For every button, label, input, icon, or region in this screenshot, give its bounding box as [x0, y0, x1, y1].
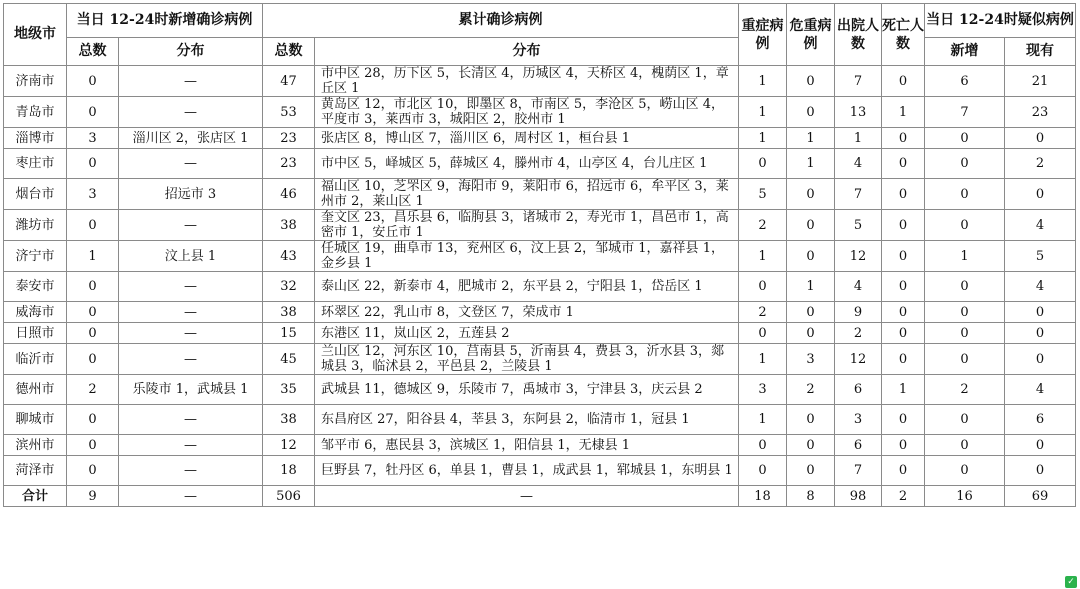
critical-cell: 0	[787, 66, 835, 97]
discharged-cell: 6	[835, 375, 882, 405]
suspect-new-cell: 0	[925, 210, 1005, 241]
critical-cell: 0	[787, 302, 835, 323]
severe-cell: 3	[739, 375, 787, 405]
new-dist-cell: 淄川区 2，张店区 1	[119, 128, 263, 149]
discharged-cell: 2	[835, 323, 882, 344]
discharged-cell: 9	[835, 302, 882, 323]
severe-cell: 0	[739, 435, 787, 456]
deaths-cell: 0	[882, 456, 925, 486]
suspect-current-cell: 0	[1005, 456, 1076, 486]
header-new-group: 当日 12-24时新增确诊病例	[67, 4, 263, 38]
new-total-cell: 0	[67, 66, 119, 97]
cum-total-cell: 45	[263, 344, 315, 375]
critical-cell: 0	[787, 210, 835, 241]
cum-dist-cell: 黄岛区 12，市北区 10，即墨区 8，市南区 5，李沧区 5，崂山区 4，平度市 3，莱西市 3，城阳区 2，胶州市 1	[315, 97, 739, 128]
new-total-cell: 0	[67, 149, 119, 179]
deaths-cell: 1	[882, 375, 925, 405]
severe-cell: 0	[739, 149, 787, 179]
cum-dist-cell: 奎文区 23，昌乐县 6，临朐县 3，诸城市 2，寿光市 1，昌邑市 1，高密市 1，安丘市 1	[315, 210, 739, 241]
cum-dist-cell: 市中区 5，峄城区 5，薛城区 4，滕州市 4，山亭区 4，台儿庄区 1	[315, 149, 739, 179]
severe-cell: 0	[739, 323, 787, 344]
new-total-cell: 3	[67, 179, 119, 210]
cum-total-cell: 47	[263, 66, 315, 97]
new-dist-cell: —	[119, 302, 263, 323]
critical-cell: 1	[787, 149, 835, 179]
suspect-new-cell: 0	[925, 149, 1005, 179]
suspect-current-cell: 0	[1005, 128, 1076, 149]
deaths-cell: 1	[882, 97, 925, 128]
suspect-current-cell: 4	[1005, 272, 1076, 302]
severe-cell: 2	[739, 302, 787, 323]
suspect-new-cell: 0	[925, 128, 1005, 149]
new-dist-cell: —	[119, 435, 263, 456]
cum-dist-cell: 东港区 11，岚山区 2，五莲县 2	[315, 323, 739, 344]
discharged-cell: 12	[835, 241, 882, 272]
header-cum-dist: 分布	[315, 38, 739, 66]
city-cell: 临沂市	[4, 344, 67, 375]
suspect-current-cell: 0	[1005, 179, 1076, 210]
new-total-cell: 3	[67, 128, 119, 149]
cum-dist-cell: 市中区 28，历下区 5，长清区 4，历城区 4，天桥区 4，槐荫区 1，章丘区 1	[315, 66, 739, 97]
suspect-new-cell: 7	[925, 97, 1005, 128]
cum-total-cell: 32	[263, 272, 315, 302]
header-suspect-current: 现有	[1005, 38, 1076, 66]
discharged-cell: 12	[835, 344, 882, 375]
critical-cell: 0	[787, 179, 835, 210]
severe-cell: 2	[739, 210, 787, 241]
critical-cell: 0	[787, 435, 835, 456]
deaths-cell: 0	[882, 241, 925, 272]
cum-total-cell: 38	[263, 302, 315, 323]
suspect-current-cell: 21	[1005, 66, 1076, 97]
total-cum-dist-cell: —	[315, 486, 739, 507]
city-cell: 烟台市	[4, 179, 67, 210]
deaths-cell: 0	[882, 344, 925, 375]
deaths-cell: 0	[882, 66, 925, 97]
header-suspect-new: 新增	[925, 38, 1005, 66]
table-row	[4, 149, 1076, 179]
suspect-current-cell: 0	[1005, 435, 1076, 456]
critical-cell: 3	[787, 344, 835, 375]
total-discharged-cell: 98	[835, 486, 882, 507]
table-row	[4, 405, 1076, 435]
deaths-cell: 0	[882, 405, 925, 435]
cum-total-cell: 38	[263, 405, 315, 435]
critical-cell: 0	[787, 241, 835, 272]
discharged-cell: 4	[835, 149, 882, 179]
new-total-cell: 0	[67, 456, 119, 486]
city-cell: 潍坊市	[4, 210, 67, 241]
new-dist-cell: —	[119, 405, 263, 435]
severe-cell: 1	[739, 405, 787, 435]
new-dist-cell: —	[119, 456, 263, 486]
suspect-current-cell: 6	[1005, 405, 1076, 435]
critical-cell: 0	[787, 97, 835, 128]
new-total-cell: 0	[67, 302, 119, 323]
cum-dist-cell: 任城区 19，曲阜市 13，兖州区 6，汶上县 2，邹城市 1，嘉祥县 1，金乡县 1	[315, 241, 739, 272]
city-cell: 青岛市	[4, 97, 67, 128]
cum-total-cell: 23	[263, 128, 315, 149]
cum-total-cell: 46	[263, 179, 315, 210]
table-row	[4, 97, 1076, 128]
table-row	[4, 66, 1076, 97]
city-cell: 德州市	[4, 375, 67, 405]
severe-cell: 1	[739, 241, 787, 272]
new-dist-cell: —	[119, 149, 263, 179]
city-cell: 泰安市	[4, 272, 67, 302]
total-row	[4, 486, 1076, 507]
suspect-new-cell: 0	[925, 272, 1005, 302]
cum-dist-cell: 泰山区 22，新泰市 4，肥城市 2，东平县 2，宁阳县 1，岱岳区 1	[315, 272, 739, 302]
discharged-cell: 3	[835, 405, 882, 435]
suspect-new-cell: 6	[925, 66, 1005, 97]
cum-dist-cell: 福山区 10，芝罘区 9，海阳市 9，莱阳市 6，招远市 6，牟平区 3，莱州市 2，莱山区 1	[315, 179, 739, 210]
severe-cell: 1	[739, 344, 787, 375]
table-body	[4, 66, 1076, 507]
severe-cell: 0	[739, 456, 787, 486]
table-row	[4, 435, 1076, 456]
table-row	[4, 456, 1076, 486]
new-dist-cell: —	[119, 97, 263, 128]
table-row	[4, 241, 1076, 272]
new-total-cell: 0	[67, 272, 119, 302]
cum-dist-cell: 环翠区 22，乳山市 8，文登区 7，荣成市 1	[315, 302, 739, 323]
critical-cell: 0	[787, 405, 835, 435]
discharged-cell: 7	[835, 456, 882, 486]
suspect-current-cell: 23	[1005, 97, 1076, 128]
new-total-cell: 0	[67, 344, 119, 375]
cum-dist-cell: 张店区 8，博山区 7，淄川区 6，周村区 1，桓台县 1	[315, 128, 739, 149]
city-cell: 淄博市	[4, 128, 67, 149]
total-deaths-cell: 2	[882, 486, 925, 507]
suspect-new-cell: 0	[925, 435, 1005, 456]
new-total-cell: 0	[67, 210, 119, 241]
cum-total-cell: 15	[263, 323, 315, 344]
suspect-new-cell: 0	[925, 405, 1005, 435]
critical-cell: 2	[787, 375, 835, 405]
cum-total-cell: 35	[263, 375, 315, 405]
critical-cell: 0	[787, 323, 835, 344]
total-severe-cell: 18	[739, 486, 787, 507]
discharged-cell: 1	[835, 128, 882, 149]
city-cell: 枣庄市	[4, 149, 67, 179]
header-severe: 重症病例	[739, 4, 787, 66]
new-total-cell: 0	[67, 435, 119, 456]
suspect-new-cell: 1	[925, 241, 1005, 272]
city-cell: 滨州市	[4, 435, 67, 456]
header-deaths: 死亡人数	[882, 4, 925, 66]
new-total-cell: 0	[67, 405, 119, 435]
deaths-cell: 0	[882, 210, 925, 241]
suspect-new-cell: 0	[925, 302, 1005, 323]
new-dist-cell: 汶上县 1	[119, 241, 263, 272]
discharged-cell: 6	[835, 435, 882, 456]
new-total-cell: 0	[67, 97, 119, 128]
table-row	[4, 302, 1076, 323]
severe-cell: 5	[739, 179, 787, 210]
new-dist-cell: —	[119, 66, 263, 97]
new-dist-cell: —	[119, 323, 263, 344]
covid-case-table	[3, 3, 1076, 507]
deaths-cell: 0	[882, 179, 925, 210]
table-row	[4, 210, 1076, 241]
discharged-cell: 7	[835, 66, 882, 97]
cum-total-cell: 23	[263, 149, 315, 179]
severe-cell: 1	[739, 97, 787, 128]
total-city-cell: 合计	[4, 486, 67, 507]
header-new-total: 总数	[67, 38, 119, 66]
city-cell: 济宁市	[4, 241, 67, 272]
cum-total-cell: 18	[263, 456, 315, 486]
header-suspect-group: 当日 12-24时疑似病例	[925, 4, 1076, 38]
cum-dist-cell: 东昌府区 27，阳谷县 4，莘县 3，东阿县 2，临清市 1，冠县 1	[315, 405, 739, 435]
new-dist-cell: —	[119, 272, 263, 302]
discharged-cell: 5	[835, 210, 882, 241]
header-new-dist: 分布	[119, 38, 263, 66]
critical-cell: 1	[787, 272, 835, 302]
header-cum-total: 总数	[263, 38, 315, 66]
cum-total-cell: 43	[263, 241, 315, 272]
cum-total-cell: 38	[263, 210, 315, 241]
suspect-new-cell: 0	[925, 344, 1005, 375]
suspect-current-cell: 4	[1005, 375, 1076, 405]
city-cell: 济南市	[4, 66, 67, 97]
severe-cell: 1	[739, 66, 787, 97]
suspect-new-cell: 0	[925, 456, 1005, 486]
severe-cell: 1	[739, 128, 787, 149]
table-row	[4, 323, 1076, 344]
suspect-current-cell: 0	[1005, 302, 1076, 323]
critical-cell: 1	[787, 128, 835, 149]
suspect-new-cell: 0	[925, 179, 1005, 210]
suspect-current-cell: 2	[1005, 149, 1076, 179]
deaths-cell: 0	[882, 149, 925, 179]
new-total-cell: 2	[67, 375, 119, 405]
new-dist-cell: —	[119, 344, 263, 375]
cum-dist-cell: 巨野县 7，牡丹区 6，单县 1，曹县 1，成武县 1，郓城县 1，东明县 1	[315, 456, 739, 486]
deaths-cell: 0	[882, 302, 925, 323]
cum-dist-cell: 武城县 11，德城区 9，乐陵市 7，禹城市 3，宁津县 3，庆云县 2	[315, 375, 739, 405]
deaths-cell: 0	[882, 323, 925, 344]
total-suspect-current-cell: 69	[1005, 486, 1076, 507]
total-critical-cell: 8	[787, 486, 835, 507]
suspect-current-cell: 5	[1005, 241, 1076, 272]
table-row	[4, 272, 1076, 302]
severe-cell: 0	[739, 272, 787, 302]
suspect-new-cell: 2	[925, 375, 1005, 405]
total-suspect-new-cell: 16	[925, 486, 1005, 507]
header-city: 地级市	[4, 4, 67, 66]
city-cell: 威海市	[4, 302, 67, 323]
city-cell: 日照市	[4, 323, 67, 344]
cum-dist-cell: 邹平市 6，惠民县 3，滨城区 1，阳信县 1，无棣县 1	[315, 435, 739, 456]
deaths-cell: 0	[882, 128, 925, 149]
header-critical: 危重病例	[787, 4, 835, 66]
table-row	[4, 179, 1076, 210]
city-cell: 聊城市	[4, 405, 67, 435]
cum-dist-cell: 兰山区 12，河东区 10，莒南县 5，沂南县 4，费县 3，沂水县 3，郯城县 3，临沭县 2，平邑县 2，兰陵县 1	[315, 344, 739, 375]
cum-total-cell: 53	[263, 97, 315, 128]
table-row	[4, 375, 1076, 405]
cum-total-cell: 12	[263, 435, 315, 456]
discharged-cell: 13	[835, 97, 882, 128]
total-new-total-cell: 9	[67, 486, 119, 507]
critical-cell: 0	[787, 456, 835, 486]
new-dist-cell: —	[119, 210, 263, 241]
deaths-cell: 0	[882, 435, 925, 456]
table-row	[4, 128, 1076, 149]
discharged-cell: 7	[835, 179, 882, 210]
discharged-cell: 4	[835, 272, 882, 302]
new-dist-cell: 乐陵市 1，武城县 1	[119, 375, 263, 405]
header-cum-group: 累计确诊病例	[263, 4, 739, 38]
suspect-current-cell: 0	[1005, 323, 1076, 344]
deaths-cell: 0	[882, 272, 925, 302]
wechat-icon: ✓	[1065, 576, 1077, 588]
table-row	[4, 344, 1076, 375]
suspect-new-cell: 0	[925, 323, 1005, 344]
header-discharged: 出院人数	[835, 4, 882, 66]
new-total-cell: 1	[67, 241, 119, 272]
total-new-dist-cell: —	[119, 486, 263, 507]
suspect-current-cell: 4	[1005, 210, 1076, 241]
new-total-cell: 0	[67, 323, 119, 344]
city-cell: 菏泽市	[4, 456, 67, 486]
total-cum-total-cell: 506	[263, 486, 315, 507]
suspect-current-cell: 0	[1005, 344, 1076, 375]
new-dist-cell: 招远市 3	[119, 179, 263, 210]
